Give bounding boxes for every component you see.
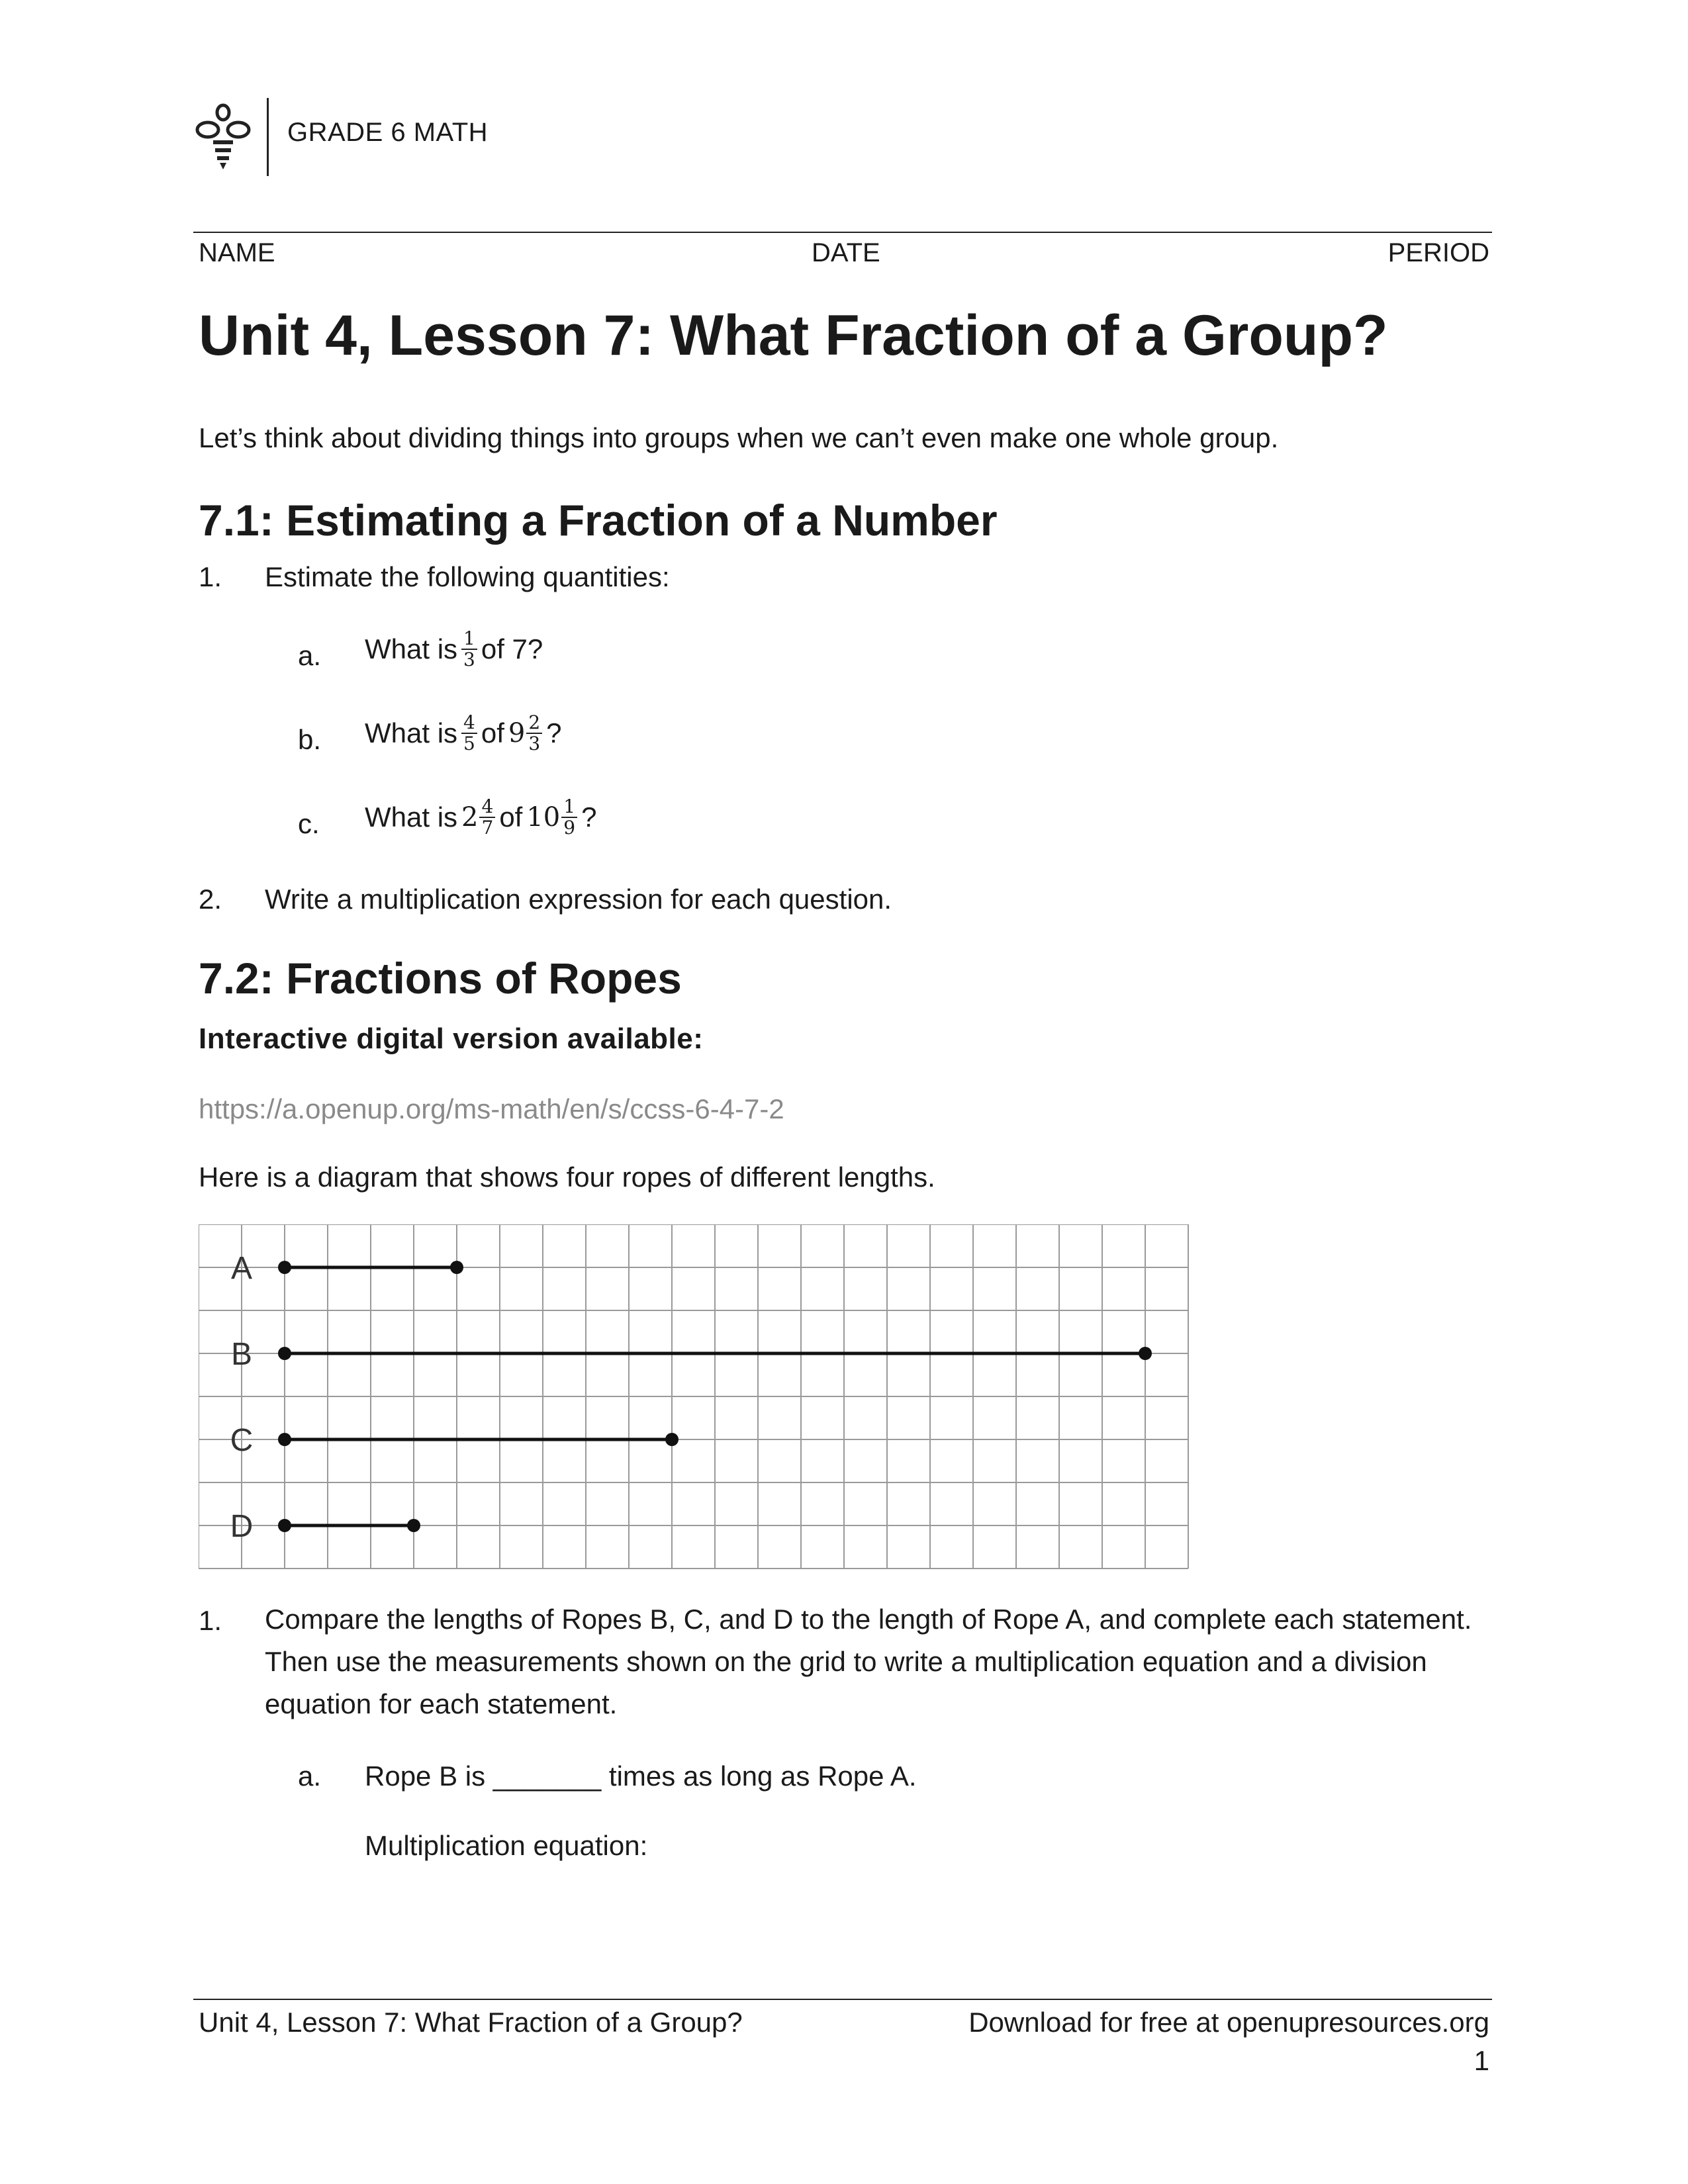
rope-label: B — [230, 1337, 253, 1372]
q1-number: 1. — [199, 561, 222, 592]
mixed-whole: 2 — [461, 802, 479, 833]
fraction: $\frac{1}{3}$ — [461, 629, 477, 670]
name-label: NAME — [199, 238, 275, 267]
q1-line: Then use the measurements shown on the grid to write a multiplication equation and a division — [265, 1646, 1427, 1677]
lesson-intro: Let’s think about dividing things into groups when we can’t even make one whole group. — [199, 422, 1279, 453]
multiplication-equation-label: Multiplication equation: — [365, 1830, 648, 1861]
section-7-2-heading: 7.2: Fractions of Ropes — [199, 954, 682, 1003]
part-a-question — [365, 629, 543, 670]
rope-endpoint — [278, 1519, 291, 1532]
top-rule — [193, 232, 1492, 233]
fraction: $\frac{4}{7}$ — [479, 797, 495, 838]
part-a-statement: Rope B is _______ times as long as Rope A. — [365, 1760, 917, 1792]
q1-line: Compare the lengths of Ropes B, C, and D to the length of Rope A, and complete each statement. — [265, 1604, 1472, 1635]
q1-number: 1. — [199, 1605, 222, 1636]
footer-title: Unit 4, Lesson 7: What Fraction of a Group? — [199, 2007, 743, 2038]
mixed-whole: 10 — [526, 802, 561, 833]
q2-number: 2. — [199, 884, 222, 915]
section-7-1-heading: 7.1: Estimating a Fraction of a Number — [199, 496, 998, 545]
grade-label: GRADE 6 MATH — [287, 118, 489, 147]
date-label: DATE — [812, 238, 880, 267]
mixed-whole: 9 — [508, 718, 526, 749]
part-letter: c. — [298, 808, 320, 839]
fraction: $\frac{4}{5}$ — [461, 713, 477, 754]
rope-endpoint — [278, 1347, 291, 1360]
rope-label: A — [230, 1251, 253, 1286]
part-letter: a. — [298, 1760, 322, 1792]
fraction: $\frac{2}{3}$ — [526, 713, 542, 754]
footer-rule — [193, 1999, 1492, 2000]
page-number: 1 — [1474, 2045, 1489, 2076]
page-title: Unit 4, Lesson 7: What Fraction of a Group? — [199, 304, 1388, 367]
rope-endpoint — [450, 1261, 463, 1274]
part-mid: of — [481, 717, 504, 749]
rope-label: C — [230, 1423, 254, 1458]
rope-endpoint — [278, 1433, 291, 1446]
part-lead: What is — [365, 801, 458, 833]
footer-download: Download for free at openupresources.org — [968, 2007, 1489, 2038]
part-end: ? — [581, 801, 597, 833]
diagram-intro: Here is a diagram that shows four ropes of different lengths. — [199, 1161, 935, 1193]
rope-endpoint — [665, 1433, 679, 1446]
interactive-link[interactable]: https://a.openup.org/ms-math/en/s/ccss-6-4-7-2 — [199, 1093, 784, 1124]
part-end: ? — [546, 717, 562, 749]
rope-endpoint — [407, 1519, 420, 1532]
part-b-question — [365, 713, 562, 754]
q1-text — [265, 1598, 1472, 1725]
q1-text: Estimate the following quantities: — [265, 561, 670, 592]
interactive-label: Interactive digital version available: — [199, 1023, 704, 1055]
part-letter: a. — [298, 640, 322, 671]
part-c-question — [365, 797, 596, 838]
fraction: $\frac{1}{9}$ — [561, 797, 577, 838]
q1-line: equation for each statement. — [265, 1688, 618, 1719]
part-letter: b. — [298, 724, 322, 755]
bee-logo-icon — [193, 98, 253, 171]
q2-text: Write a multiplication expression for each question. — [265, 884, 892, 915]
part-mid: of 7? — [481, 633, 543, 664]
rope-endpoint — [1139, 1347, 1152, 1360]
rope-label: D — [230, 1509, 254, 1544]
rope-diagram — [199, 1224, 1192, 1572]
part-lead: What is — [365, 717, 458, 749]
period-label: PERIOD — [1387, 238, 1489, 267]
part-lead: What is — [365, 633, 458, 664]
rope-endpoint — [278, 1261, 291, 1274]
header-divider — [267, 98, 269, 176]
part-mid: of — [499, 801, 523, 833]
